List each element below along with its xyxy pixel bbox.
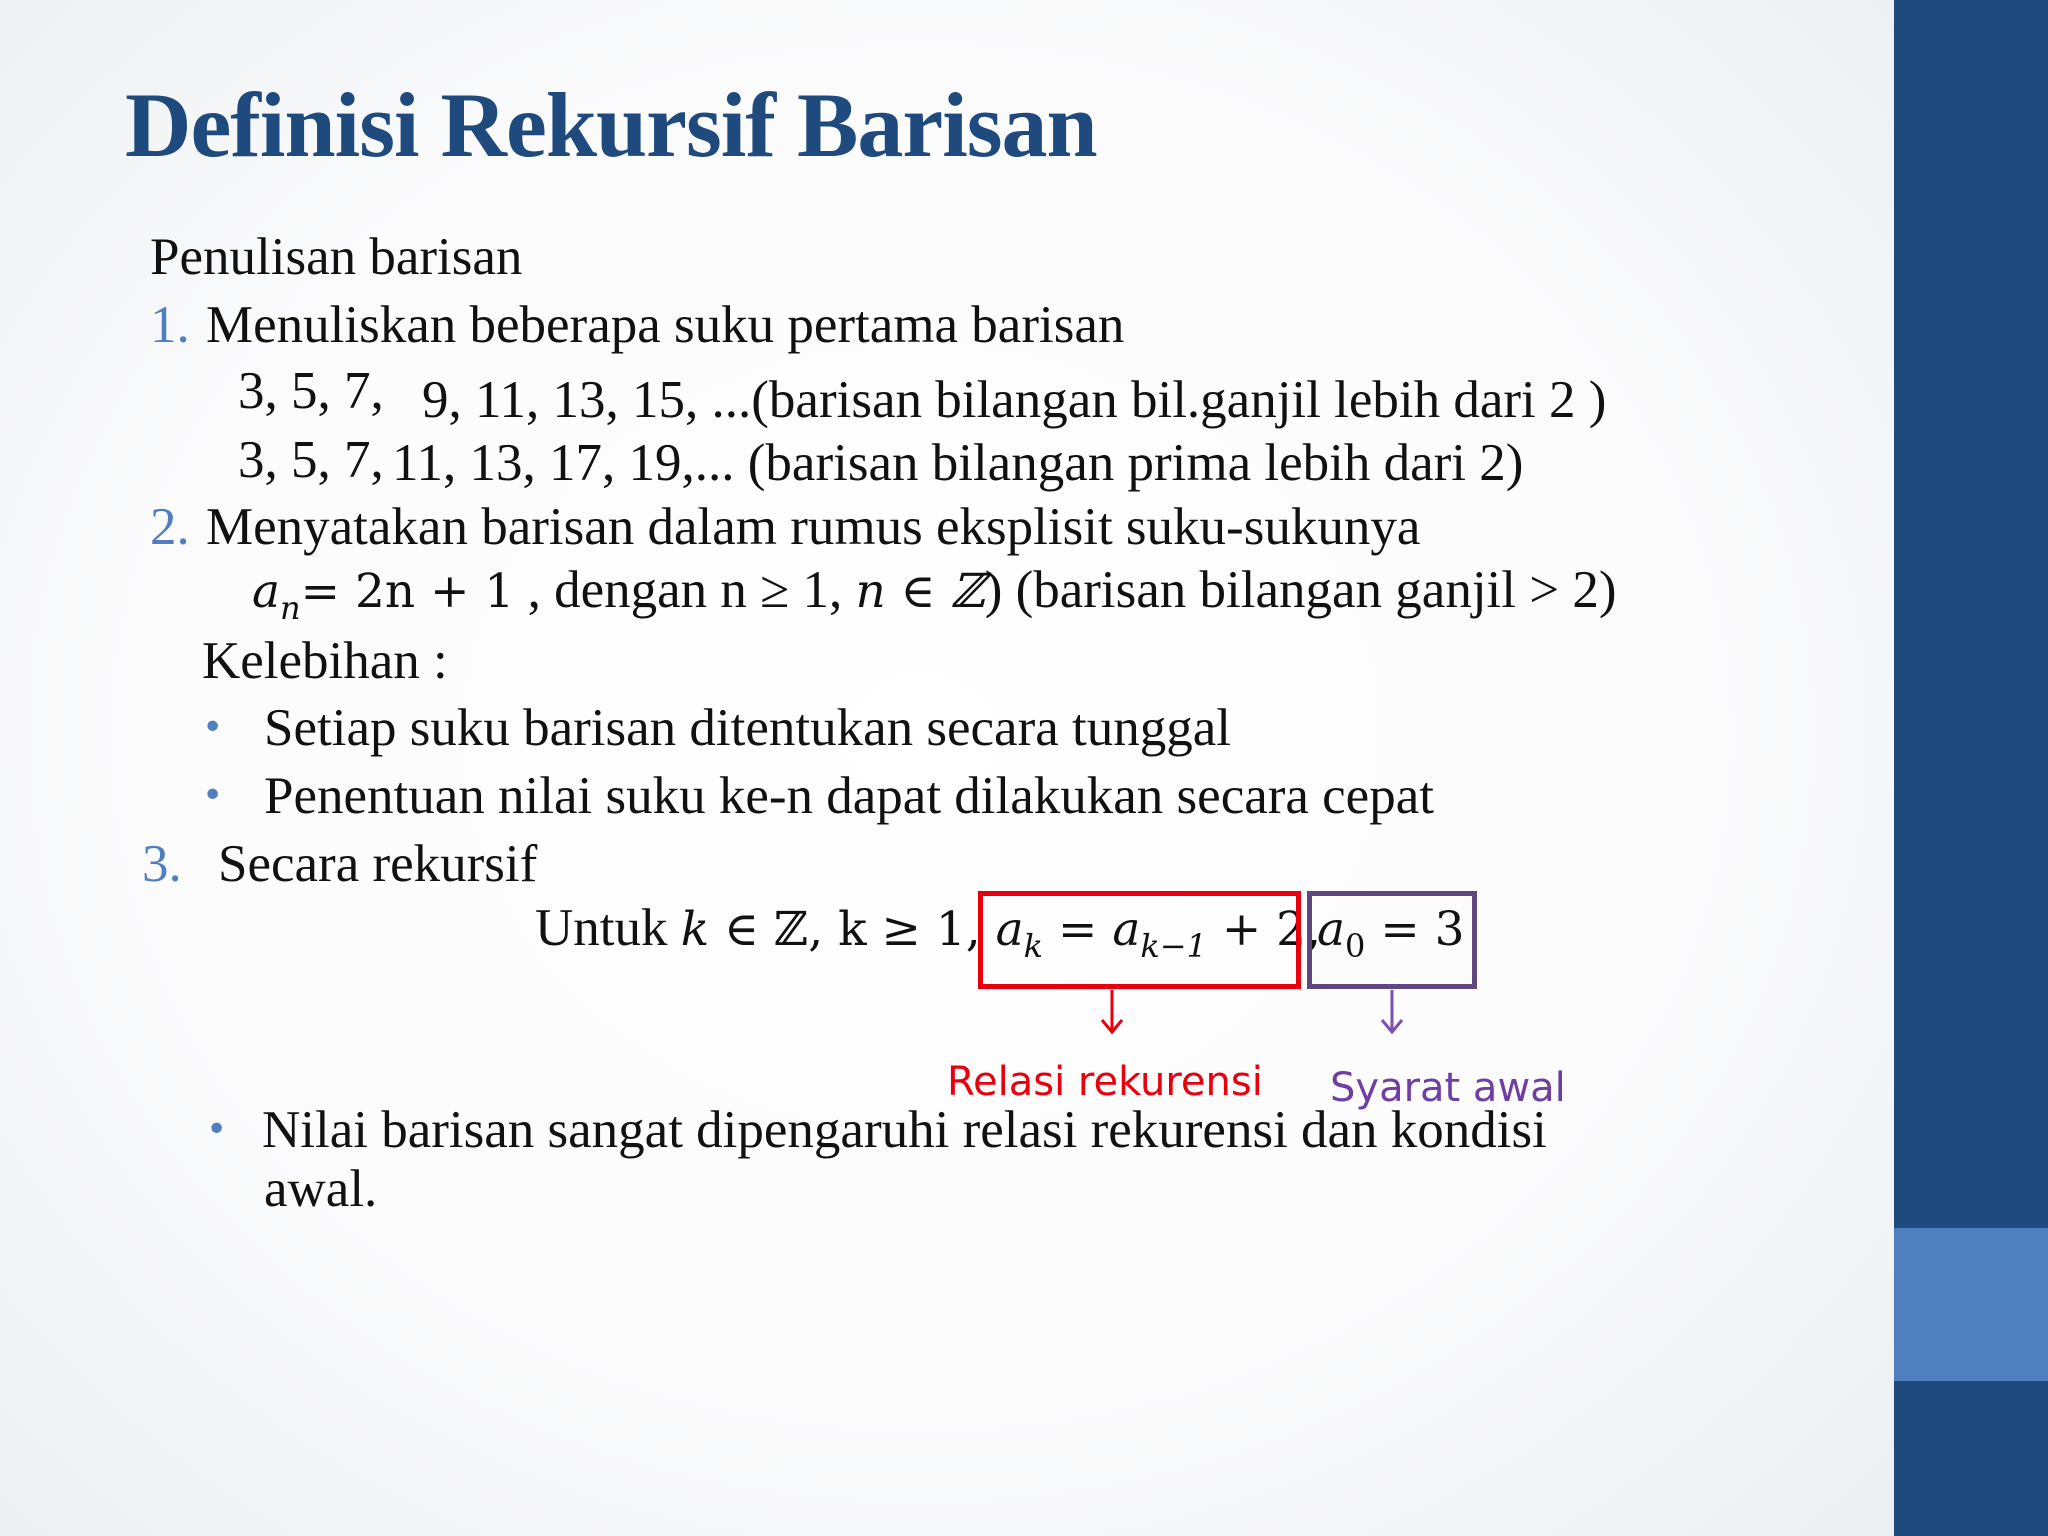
conclusion-line-2: awal. — [264, 1160, 378, 1218]
list-number-1: 1. — [150, 296, 190, 354]
intro-text: Penulisan barisan — [150, 228, 523, 286]
bullet-icon: • — [202, 775, 224, 816]
item2-text: Menyatakan barisan dalam rumus eksplisit suku-sukunya — [206, 498, 1421, 556]
recursion-prefix: Untuk — [535, 899, 681, 957]
advantages-label: Kelebihan : — [202, 632, 448, 690]
explicit-formula — [252, 561, 1617, 627]
relation-tail: + 2 — [1206, 902, 1307, 957]
formula-rhs: = 2n + 1 — [300, 564, 515, 619]
arrow-down-icon — [1100, 988, 1130, 1038]
formula-condition: , dengan n ≥ 1, — [514, 561, 856, 619]
initial-label: Syarat awal — [1330, 1065, 1566, 1111]
init-var: a — [1317, 902, 1346, 957]
advantage-item-2: Penentuan nilai suku ke-n dapat dilakukan secara cepat — [264, 767, 1434, 825]
relation-var: a — [995, 902, 1024, 957]
relation-var2: a — [1112, 902, 1141, 957]
example2-terms: 3, 5, 7, — [238, 431, 384, 489]
list-number-2: 2. — [150, 498, 190, 556]
list-number-3: 3. — [142, 835, 182, 893]
sidebar-accent-block — [1894, 1228, 2048, 1381]
bullet-icon: • — [202, 707, 224, 748]
relation-highlight-box — [978, 891, 1301, 989]
init-eq: = 3 — [1365, 902, 1465, 957]
formula-subscript: n — [280, 589, 301, 627]
arrow-down-icon — [1380, 988, 1410, 1038]
formula-var: a — [252, 564, 281, 619]
example1-rest: 9, 11, 13, 15, ...(barisan bilangan bil.ganjil lebih dari 2 ) — [422, 371, 1607, 429]
example2-rest: 11, 13, 17, 19,... (barisan bilangan prima lebih dari 2) — [392, 434, 1524, 492]
relation-label: Relasi rekurensi — [947, 1059, 1263, 1105]
formula-domain: n ∈ ℤ — [855, 564, 985, 619]
item1-text: Menuliskan beberapa suku pertama barisan — [206, 296, 1125, 354]
advantage-item-1: Setiap suku barisan ditentukan secara tunggal — [264, 699, 1231, 757]
relation-eq: = — [1043, 902, 1113, 957]
example1-terms: 3, 5, 7, — [238, 362, 384, 420]
init-sub: 0 — [1345, 927, 1366, 965]
recursion-k: k — [680, 902, 710, 957]
bullet-icon: • — [206, 1109, 228, 1150]
conclusion-line-1: Nilai barisan sangat dipengaruhi relasi rekurensi dan kondisi — [262, 1101, 1547, 1159]
relation-comma: , — [1306, 902, 1322, 957]
item3-text: Secara rekursif — [218, 835, 538, 893]
recursion-domain: ∈ ℤ, k ≥ 1, — [709, 902, 996, 957]
relation-sub: k — [1023, 927, 1044, 965]
slide-title: Definisi Rekursif Barisan — [125, 74, 1097, 176]
initial-highlight-box — [1307, 891, 1477, 989]
formula-note: ) (barisan bilangan ganjil > 2) — [984, 561, 1617, 619]
relation-sub2: k−1 — [1140, 927, 1207, 965]
